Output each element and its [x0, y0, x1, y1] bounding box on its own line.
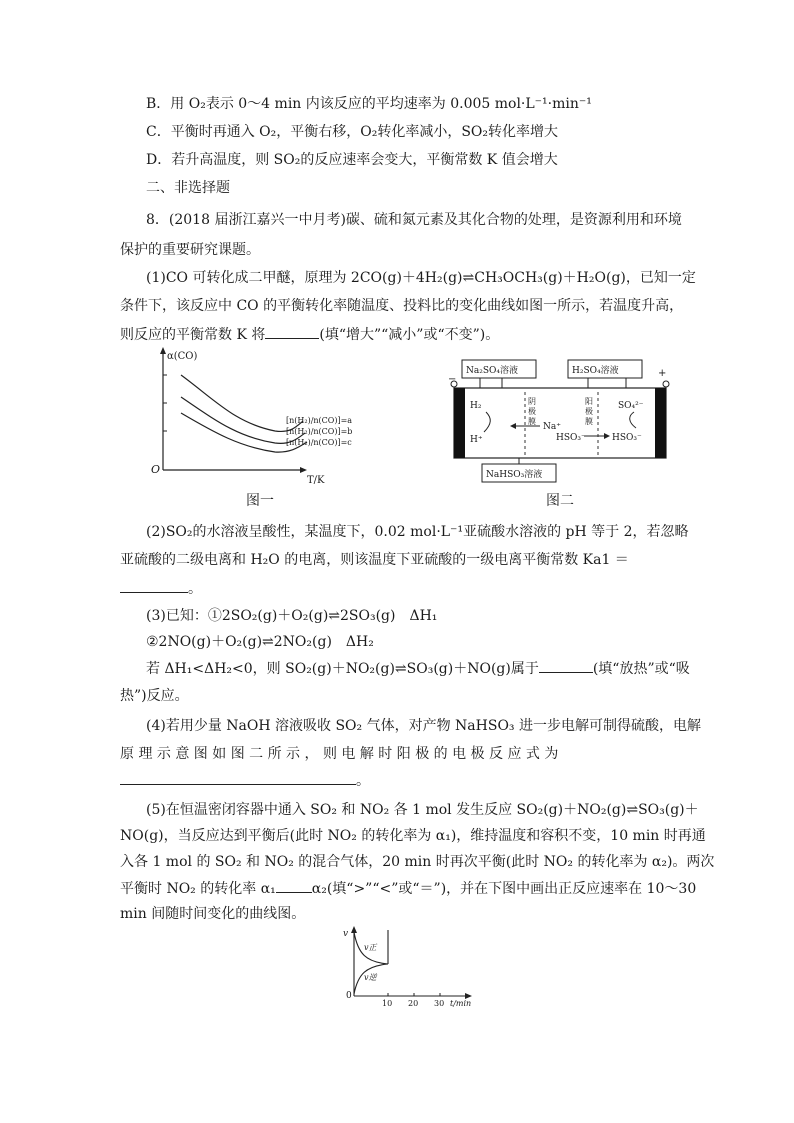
fig3-tick-30: 30 — [434, 999, 445, 1008]
fig3-origin: 0 — [346, 991, 352, 1001]
part2-line3: 。 — [120, 578, 202, 599]
figure-1-chart — [145, 345, 375, 485]
part1-line1: (1)CO 可转化成二甲醚，原理为 2CO(g)＋4H₂(g)⇌CH₃OCH₃(g)＋H₂O(g)，已知一定 — [146, 270, 696, 286]
label-na-plus: Na⁺ — [543, 422, 561, 432]
anode-plate — [655, 388, 666, 458]
label-hso3-right: HSO₃⁻ — [612, 433, 642, 443]
option-d: D．若升高温度，则 SO₂的反应速率会变大，平衡常数 K 值会增大 — [146, 152, 558, 168]
part5-line1: (5)在恒温密闭容器中通入 SO₂ 和 NO₂ 各 1 mol 发生反应 SO₂(g)＋NO₂(g)⇌SO₃(g)＋ — [146, 802, 699, 818]
part4-line3: 。 — [120, 770, 370, 791]
figure-2-caption: 图二 — [546, 493, 574, 509]
part1-line2: 条件下，该反应中 CO 的平衡转化率随温度、投料比的变化曲线如图一所示，若温度升高， — [120, 298, 684, 314]
fig1-legend-c: [n(H₂)/n(CO)]=c — [286, 438, 352, 447]
membrane-right-2: 极 — [585, 407, 593, 416]
answer-blank-2 — [120, 578, 188, 593]
fig3-t-label: t/min — [450, 999, 472, 1008]
label-hso3-left: HSO₃⁻ — [556, 433, 586, 443]
fig3-v-forward: v正 — [364, 943, 377, 952]
part3-line3: 若 ΔH₁<ΔH₂<0，则 SO₂(g)＋NO₂(g)⇌SO₃(g)＋NO(g)属于 (填“放热”或“吸 — [146, 658, 690, 679]
label-h-plus: H⁺ — [470, 435, 483, 445]
part3-line2: ②2NO(g)＋O₂(g)⇌2NO₂(g) ΔH₂ — [146, 634, 374, 650]
fig1-xlabel: T/K — [307, 475, 325, 485]
minus-sign: − — [448, 374, 457, 385]
figure-3-rate-chart — [340, 924, 490, 1008]
membrane-right-3: 膜 — [585, 417, 593, 426]
answer-blank-1 — [265, 324, 319, 339]
section-heading: 二、非选择题 — [146, 180, 230, 196]
answer-blank-5 — [276, 878, 312, 893]
figure-1-caption: 图一 — [246, 493, 274, 509]
fig3-tick-10: 10 — [382, 999, 393, 1008]
membrane-left-3: 膜 — [528, 417, 536, 426]
label-so4: SO₄²⁻ — [618, 401, 644, 411]
label-h2so4: H₂SO₄溶液 — [572, 366, 619, 376]
answer-blank-3 — [539, 658, 593, 673]
membrane-right-1: 阳 — [585, 397, 593, 406]
part5-line4: 平衡时 NO₂ 的转化率 α₁ α₂(填“>”“<”或“＝”)，并在下图中画出正反应速率在 10～30 — [120, 878, 696, 899]
part2-line1: (2)SO₂的水溶液呈酸性，某温度下，0.02 mol·L⁻¹亚硫酸水溶液的 pH 等于 2，若忽略 — [146, 524, 689, 540]
part4-line2: 原 理 示 意 图 如 图 二 所 示 ， 则 电 解 时 阳 极 的 电 极 反 应 式 为 — [120, 746, 559, 762]
fig1-legend-a: [n(H₂)/n(CO)]=a — [286, 416, 353, 425]
question-8-line2: 保护的重要研究课题。 — [120, 242, 260, 258]
part1-line3: 则反应的平衡常数 K 将 (填“增大”“减小”或“不变”)。 — [120, 324, 499, 345]
cathode-plate — [454, 388, 465, 458]
membrane-left-1: 阴 — [528, 397, 536, 406]
fig3-tick-20: 20 — [408, 999, 419, 1008]
answer-blank-4 — [120, 770, 356, 785]
question-8-line1: 8．(2018 届浙江嘉兴一中月考)碳、硫和氮元素及其化合物的处理，是资源利用和环境 — [146, 212, 682, 228]
plus-sign: + — [658, 368, 667, 379]
label-na2so4: Na₂SO₄溶液 — [466, 366, 519, 376]
part2-line2: 亚硫酸的二级电离和 H₂O 的电离，则该温度下亚硫酸的一级电离平衡常数 Ka1 ＝ — [120, 552, 629, 568]
label-nahso3: NaHSO₃溶液 — [486, 470, 543, 480]
fig3-v-label: v — [343, 929, 349, 939]
fig1-ylabel: α(CO) — [167, 351, 198, 362]
part5-line3: 入各 1 mol 的 SO₂ 和 NO₂ 的混合气体，20 min 时再次平衡(此时 NO₂ 的转化率为 α₂)。两次 — [120, 854, 715, 870]
fig3-v-reverse: v逆 — [364, 973, 377, 982]
figure-2-diagram — [440, 352, 680, 484]
label-h2: H₂ — [470, 401, 482, 411]
fig1-legend-b: [n(H₂)/n(CO)]=b — [286, 427, 353, 436]
option-b: B．用 O₂表示 0～4 min 内该反应的平均速率为 0.005 mol·L⁻¹·min⁻¹ — [146, 96, 592, 112]
part5-line2: NO(g)，当反应达到平衡后(此时 NO₂ 的转化率为 α₁)，维持温度和容积不变，10 min 时再通 — [120, 828, 706, 844]
part3-line4: 热”)反应。 — [120, 688, 189, 704]
membrane-left-2: 极 — [528, 407, 536, 416]
part5-line5: min 间随时间变化的曲线图。 — [120, 906, 306, 922]
part4-line1: (4)若用少量 NaOH 溶液吸收 SO₂ 气体，对产物 NaHSO₃ 进一步电解可制得硫酸，电解 — [146, 718, 701, 734]
option-c: C．平衡时再通入 O₂，平衡右移，O₂转化率减小，SO₂转化率增大 — [146, 124, 559, 140]
part3-line1: (3)已知：①2SO₂(g)＋O₂(g)⇌2SO₃(g) ΔH₁ — [146, 608, 438, 624]
fig1-origin: O — [151, 463, 161, 476]
